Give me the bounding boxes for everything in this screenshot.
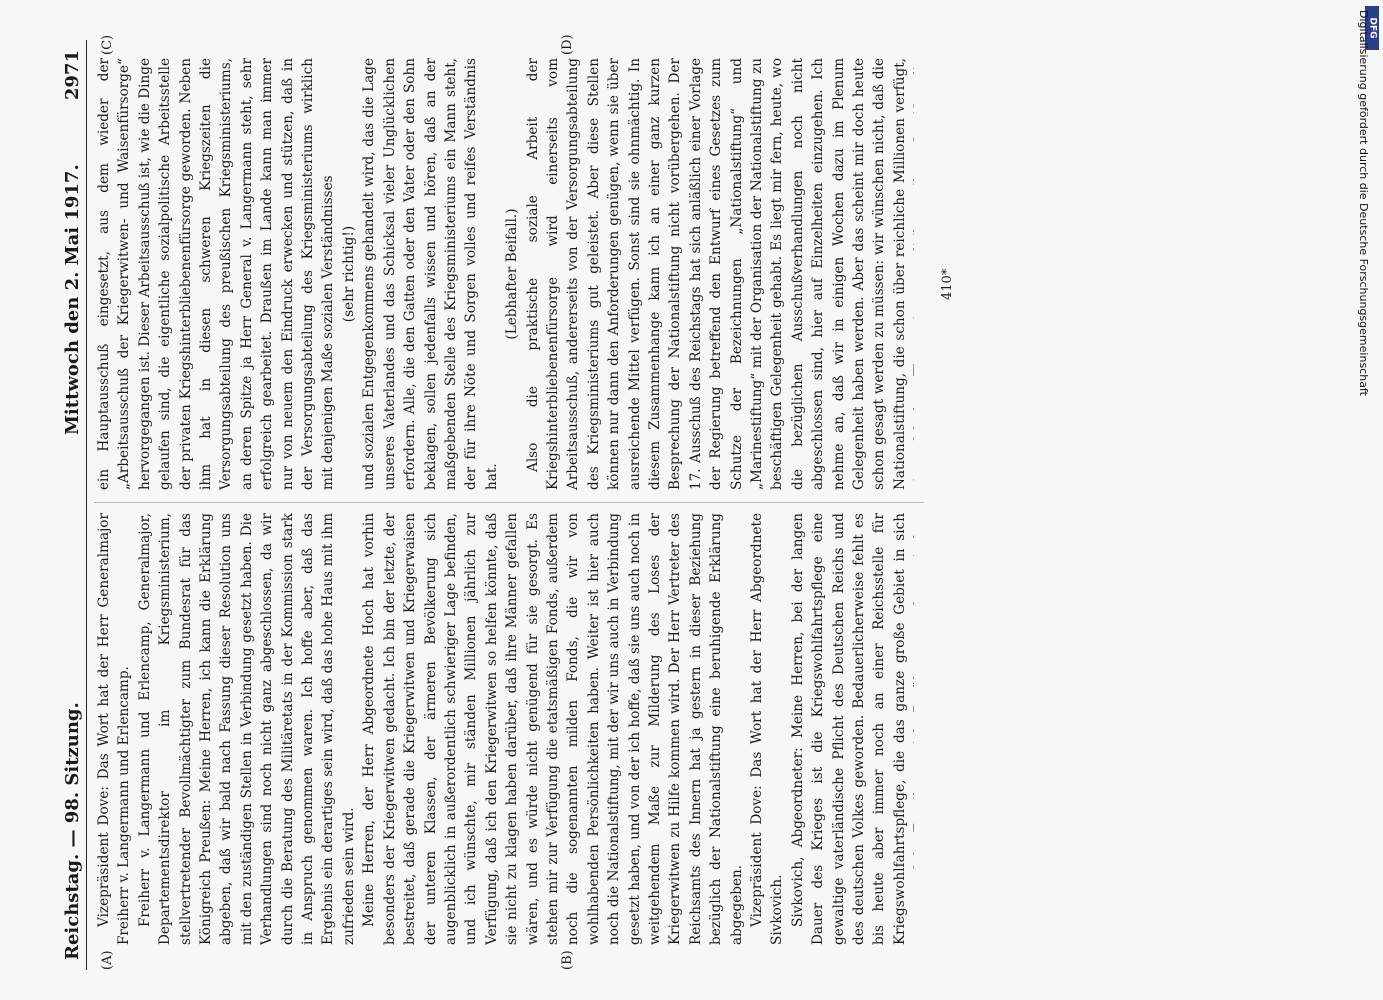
digitization-credit	[1346, 10, 1370, 990]
paragraph: Sivkovich, Abgeordneter: Meine Herren, bei der langen Dauer des Krieges ist die Kriegswohlfahrtspflege eine gewaltige vaterländische Pflicht des Deutschen Reichs und des deutschen Volkes geworden. Bedauerlicherweise fehlt es bis heute aber immer noch an einer Reichsstelle für Kriegswohlfahrtspflege, die das ganze große Gebiet in sich	[789, 513, 908, 945]
interjection: (Lebhafter Beifall.)	[504, 208, 521, 340]
paragraph: Meine Herren, der Herr Abgeordnete Hoch hat vorhin besonders der Kriegerwitwen gedacht. Ich bin der letzte, der bestreitet, daß gerade die Kriegerwitwen und Kriegerwaisen der unteren Klassen, der ärmeren Bevölkerung sich augenblicklich in außerordentlich schwieriger Lage befinden, und ich wünschte, mir ständen Millionen jährlich zur Verfügung, daß ich den Kriegerwitwen so helfen könnte, daß sie nicht zu klagen haben darüber, daß ihre Männer gefallen wären, und es würde nicht genügend für sie gesorgt. Es stehen mir zur Verfügung die etatsmäßigen Fonds, außerdem noch die sogenannten milden Fonds, die wir von wohlhabenden Persönlichkeiten haben. Weiter ist hier auch noch die Nationalstiftung, mit der wir uns auch in Verbindung gesetzt haben, und von der ich hoffe, daß sie uns auch noch in weitgehendem Maße zur Milderung des Loses der Kriegerwitwen zu Hilfe kommen wird. Der Herr Vertreter des Reichsamts des Innern hat ja gestern in dieser Beziehung bezüglich der Nationalstiftung eine beruhigende Erklärung abgegeben.	[361, 513, 745, 945]
paragraph: ein Hauptausschuß eingesetzt, aus dem wieder der „Arbeitsausschuß der Kriegerwitwen- und Waisenfürsorge“ hervorgegangen ist. Dieser Arbeitsausschuß ist, wie die Dinge gelaufen sind, die eigentliche sozialpolitische Arbeitsstelle der privaten Kriegshinterbliebenenfürsorge geworden. Neben ihm hat in diesen schweren Kriegszeiten die Versorgungsabteilung des preußischen Kriegsministeriums, an deren Spitze ja Herr General v. Langermann steht, sehr erfolgreich gearbeitet. Draußen im Lande kann man immer nur von neuem den Eindruck erwecken und stützen, daß in der Versorgungsabteilung des Kriegsministeriums wirklich mit denjenigen Maße sozialen Verständnisses	[96, 58, 337, 490]
paragraph: Also die praktische soziale Arbeit der Kriegshinterbliebenenfürsorge wird einerseits vom Arbeitsausschuß, andererseits von der Versorgungsabteilung des Kriegsministeriums gut geleistet. Aber diese Stellen können nur dann den Anforderungen genügen, wenn sie über ausreichende Mittel verfügen. Sonst sind sie ohnmächtig. In diesem Zusammenhange kann ich an einer ganz kurzen Besprechung der Nationalstiftung nicht vorübergehen. Der 17. Ausschuß des Reichstags hat sich anläßlich einer Vorlage der Regierung betreffend den Entwurf eines Gesetzes zum Schutze der Bezeichnungen „Nationalstiftung“ und „Marinestiftung“ mit der Organisation der Nationalstiftung zu beschäftigen Gelegenheit gehabt. Es liegt mir fern, heute, wo die bezüglichen Ausschußverhandlungen noch nicht abgeschlossen sind, hier auf Einzelheiten einzugehen. Ich nehme an, daß wir in einigen Wochen dazu im Plenum Gelegenheit haben werden. Aber das scheint mir doch heute schon gesagt werden zu müssen: wir wünschen nicht, daß die Nationalstiftung, die schon über reichliche Millionen verfügt,	[524, 58, 908, 490]
paragraph: Vizepräsident Dove: Das Wort hat der Herr Abgeordnete Sivkovich.	[749, 513, 786, 945]
paragraph: Freiherr v. Langermann und Erlencamp, Generalmajor, Departementsdirektor im Kriegsministerium, stellvertretender Bevollmächtigter zum Bundesrat für das Königreich Preußen: Meine Herren, ich kann die Erklärung abgeben, daß wir bald nach Fassung dieser Resolution uns mit den zuständigen Stellen in Verbindung gesetzt haben. Die Verhandlungen sind noch nicht ganz abgeschlossen, da wir durch die Beratung des Militäretats in der Kommission stark in Anspruch genommen waren. Ich hoffe aber, daß das Ergebnis ein derartiges sein wird, daß das hohe Haus mit ihm zufrieden sein wird.	[136, 513, 357, 945]
header-left: Reichstag. — 98. Sitzung.	[62, 702, 83, 960]
interjection: (sehr richtig!)	[340, 225, 357, 323]
margin-marker-a: (A)	[100, 950, 115, 970]
margin-marker-d: (D)	[560, 34, 575, 55]
credit-text: Digitalisierung gefördert durch die Deutsche Forschungsgemeinschaft	[1357, 10, 1370, 396]
header-date: Mittwoch den 2. Mai 1917.	[62, 164, 83, 435]
dfg-logo-text: DFG	[1367, 17, 1378, 39]
margin-marker-b: (B)	[560, 950, 575, 970]
paragraph: Vizepräsident Dove: Das Wort hat der Herr Generalmajor Freiherr v. Langermann und Erlencamp.	[96, 513, 133, 945]
page-number: 2971	[62, 50, 83, 101]
right-column	[94, 58, 914, 490]
left-column	[94, 513, 914, 945]
margin-marker-c: (C)	[100, 34, 115, 55]
page-header	[56, 40, 87, 970]
paragraph: und sozialen Entgegenkommens gehandelt wird, das die Lage unseres Vaterlandes und das Schicksal vieler Unglücklichen erfordern. Alle, die den Gatten oder den Vater oder den Sohn beklagen, sollen jedenfalls wissen und hören, daß an der maßgebenden Stelle des Kriegsministeriums ein Mann steht, der für ihre Nöte und Sorgen volles und reifes Verständnis hat.	[361, 58, 500, 490]
signature-mark: 410*	[940, 268, 955, 300]
column-divider	[94, 502, 924, 503]
